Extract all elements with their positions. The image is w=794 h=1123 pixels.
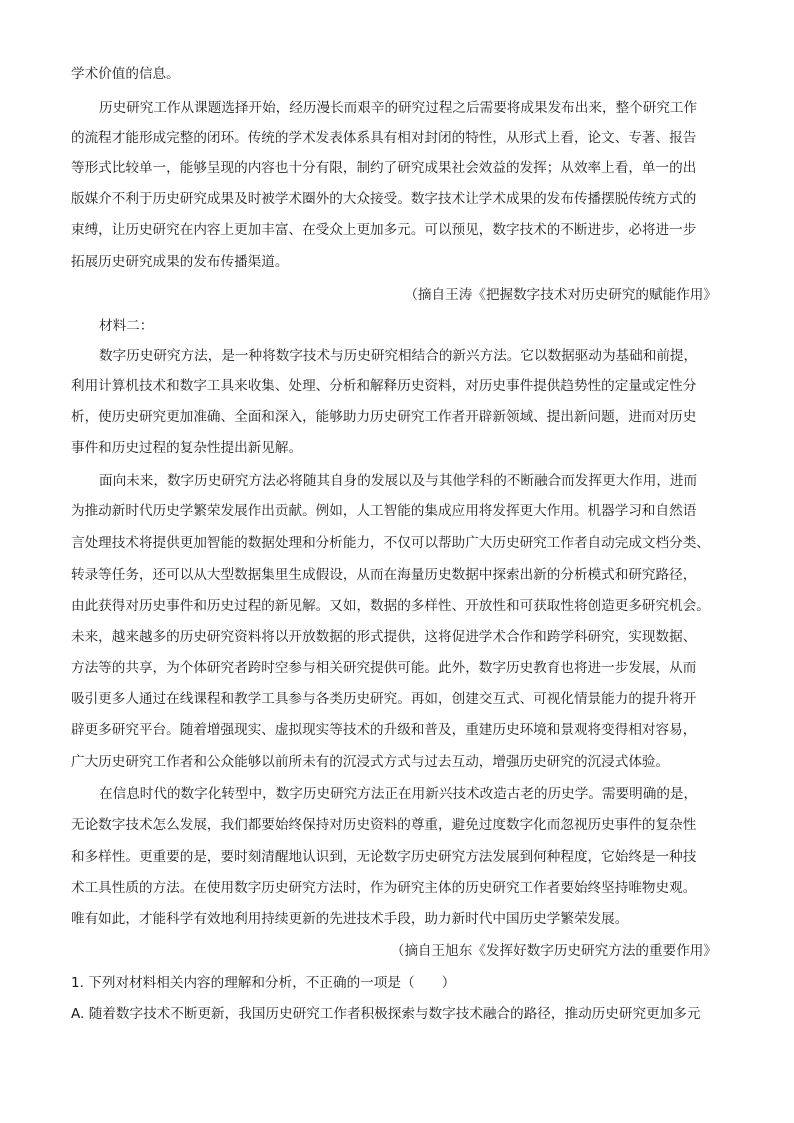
text-line: 事件和历史过程的复杂性提出新见解。 — [71, 440, 303, 456]
paragraph-first-line: 面向未来，数字历史研究方法必将随其自身的发展以及与其他学科的不断融合而发挥更大作用，进而 — [99, 473, 698, 489]
text-line: 拓展历史研究成果的发布传播渠道。 — [71, 254, 289, 270]
text-line: 未来，越来越多的历史研究资料将以开放数据的形式提供，这将促进学术合作和跨学科研究，实现数据、 — [71, 629, 697, 645]
text-line: 术工具性质的方法。在使用数字历史研究方法时，作为研究主体的历史研究工作者要始终坚持唯物史观。 — [71, 880, 697, 896]
text-line: 由此获得对历史事件和历史过程的新见解。又如，数据的多样性、开放性和可获取性将创造更多研究机会。 — [71, 598, 710, 614]
text-line: 言处理技术将提供更加智能的数据处理和分析能力，不仅可以帮助广大历史研究工作者自动完成文档分类、 — [71, 535, 710, 551]
text-line: 广大历史研究工作者和公众能够以前所未有的沉浸式方式与过去互动，增强历史研究的沉浸式体验。 — [71, 754, 670, 770]
paragraph-first-line: 数字历史研究方法，是一种将数字技术与历史研究相结合的新兴方法。它以数据驱动为基础和前提， — [99, 348, 698, 364]
answer-option-a: A. 随着数字技术不断更新，我国历史研究工作者积极探索与数字技术融合的路径，推动历史研究更加多元 — [71, 1006, 701, 1022]
text-line: 版媒介不利于历史研究成果及时被学术圈外的大众接受。数字技术让学术成果的发布传播摆脱传统方式的 — [71, 191, 697, 207]
text-line: 辟更多研究平台。随着增强现实、虚拟现实等技术的升级和普及，重建历史环境和景观将变得相对容易， — [71, 722, 697, 738]
text-line: 唯有如此，才能科学有效地利用持续更新的先进技术手段，助力新时代中国历史学繁荣发展。 — [71, 911, 629, 927]
text-line: 等形式比较单一，能够呈现的内容也十分有限，制约了研究成果社会效益的发挥；从效率上看，单一的出 — [71, 160, 697, 176]
question-stem: 1. 下列对材料相关内容的理解和分析，不正确的一项是（ ） — [71, 975, 456, 991]
text-line: 利用计算机技术和数字工具来收集、处理、分析和解释历史资料，对历史事件提供趋势性的定量或定性分 — [71, 378, 697, 394]
text-line: 吸引更多人通过在线课程和教学工具参与各类历史研究。再如，创建交互式、可视化情景能力的提升将开 — [71, 691, 697, 707]
text-line: 和多样性。更重要的是，要时刻清醒地认识到，无论数字历史研究方法发展到何种程度，它始终是一种技 — [71, 849, 697, 865]
text-line: 析，使历史研究更加准确、全面和深入，能够助力历史研究工作者开辟新领域、提出新问题，进而对历史 — [71, 409, 697, 425]
text-line: 束缚，让历史研究在内容上更加丰富、在受众上更加多元。可以预见，数字技术的不断进步，必将进一步 — [71, 222, 697, 238]
text-line: 为推动新时代历史学繁荣发展作出贡献。例如，人工智能的集成应用将发挥更大作用。机器学习和自然语 — [71, 503, 697, 519]
text-line: 无论数字技术怎么发展，我们都要始终保持对历史资料的尊重，避免过度数字化而忽视历史事件的复杂性 — [71, 817, 697, 833]
text-line: 方法等的共享，为个体研究者跨时空参与相关研究提供可能。此外，数字历史教育也将进一步发展，从而 — [71, 660, 697, 676]
source-citation: （摘自王涛《把握数字技术对历史研究的赋能作用》 — [404, 287, 717, 303]
text-line: 转录等任务，还可以从大型数据集里生成假设，从而在海量历史数据中探索出新的分析模式和研究路径， — [71, 567, 697, 583]
text-line: 学术价值的信息。 — [71, 66, 180, 82]
paragraph-first-line: 历史研究工作从课题选择开始，经历漫长而艰辛的研究过程之后需要将成果发布出来，整个研究工作 — [99, 100, 698, 116]
section-heading: 材料二： — [99, 318, 154, 334]
source-citation: （摘自王旭东《发挥好数字历史研究方法的重要作用》 — [390, 943, 717, 959]
paragraph-first-line: 在信息时代的数字化转型中，数字历史研究方法正在用新兴技术改造古老的历史学。需要明确的是， — [99, 786, 698, 802]
text-line: 的流程才能形成完整的闭环。传统的学术发表体系具有相对封闭的特性，从形式上看，论文、专著、报告 — [71, 130, 697, 146]
